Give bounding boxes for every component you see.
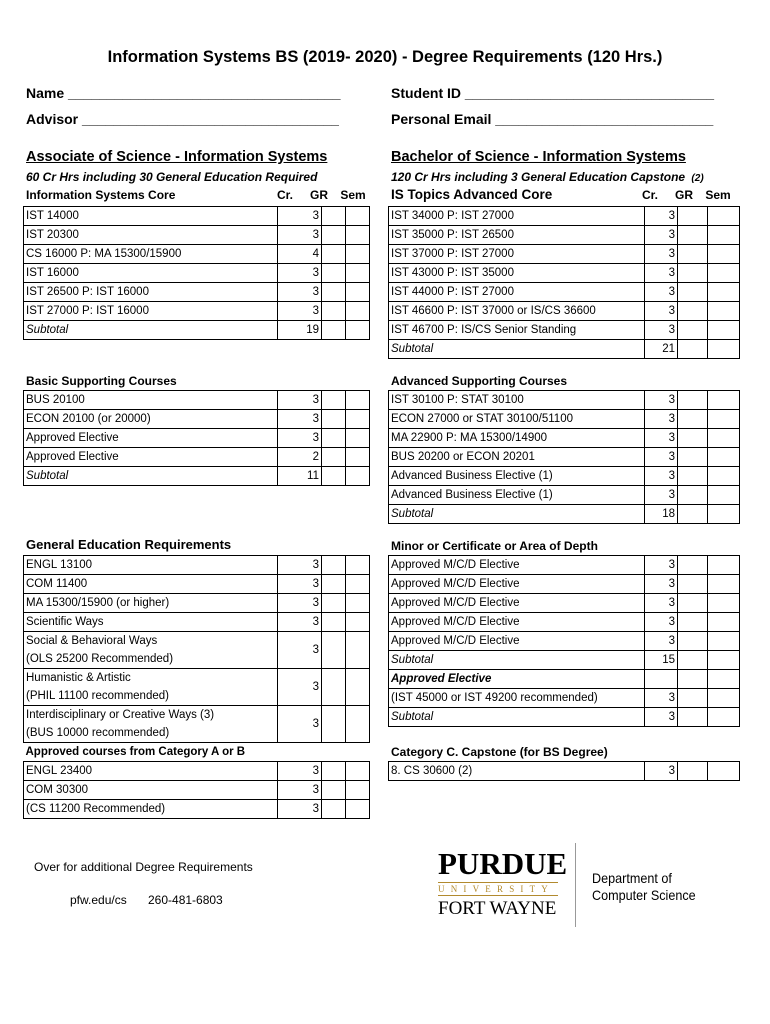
course-name: Approved M/C/D Elective [389, 556, 645, 575]
grade-cell[interactable] [322, 800, 346, 819]
table-row [389, 429, 740, 448]
logo-divider [575, 843, 576, 927]
subtotal-row [389, 505, 740, 524]
course-name: BUS 20100 [24, 391, 278, 410]
grade-cell[interactable] [322, 391, 346, 410]
table-row [389, 448, 740, 467]
table-row [389, 556, 740, 575]
credit-cell: 3 [278, 594, 322, 613]
semester-cell[interactable] [708, 556, 740, 575]
department-name [592, 870, 696, 904]
grade-cell[interactable] [678, 448, 708, 467]
subtotal-credit: 3 [645, 708, 678, 727]
grade-cell [678, 505, 708, 524]
grade-cell[interactable] [322, 302, 346, 321]
semester-cell[interactable] [708, 391, 740, 410]
subtotal-label: Subtotal [24, 321, 278, 340]
semester-cell[interactable] [346, 302, 370, 321]
logo-purdue-text: PURDUE [438, 846, 568, 881]
table-row [389, 632, 740, 651]
semester-cell[interactable] [708, 207, 740, 226]
credit-cell: 3 [645, 594, 678, 613]
course-name: ECON 27000 or STAT 30100/51100 [389, 410, 645, 429]
grade-cell [678, 670, 708, 689]
topics-label: IS Topics Advanced Core [391, 187, 553, 202]
col-sem: Sem [705, 188, 731, 202]
grade-cell[interactable] [678, 429, 708, 448]
subtotal-row [24, 321, 370, 340]
grade-cell[interactable] [678, 226, 708, 245]
course-name: ENGL 23400 [24, 762, 278, 781]
core-table [23, 206, 370, 340]
course-name: (IST 45000 or IST 49200 recommended) [389, 689, 645, 708]
grade-cell[interactable] [322, 207, 346, 226]
semester-cell[interactable] [708, 594, 740, 613]
grade-cell[interactable] [322, 448, 346, 467]
subtotal-credit: 19 [278, 321, 322, 340]
semester-cell[interactable] [708, 410, 740, 429]
grade-cell[interactable] [322, 632, 346, 669]
semester-cell[interactable] [346, 613, 370, 632]
grade-cell[interactable] [678, 467, 708, 486]
table-row [389, 207, 740, 226]
credit-cell: 3 [278, 575, 322, 594]
grade-cell[interactable] [678, 302, 708, 321]
course-name: COM 11400 [24, 575, 278, 594]
semester-cell[interactable] [708, 486, 740, 505]
subtotal-row [389, 651, 740, 670]
table-row [389, 467, 740, 486]
grade-cell[interactable] [678, 575, 708, 594]
credit-cell: 3 [645, 632, 678, 651]
grade-cell[interactable] [678, 264, 708, 283]
table-row [24, 391, 370, 410]
credit-cell: 3 [645, 207, 678, 226]
associate-subheading: 60 Cr Hrs including 30 General Education Required [26, 170, 318, 184]
grade-cell[interactable] [322, 283, 346, 302]
advisor-field[interactable]: Advisor _________________________________ [26, 111, 339, 127]
footer-phone: 260-481-6803 [148, 893, 223, 907]
credit-cell: 3 [278, 762, 322, 781]
credit-cell: 3 [278, 410, 322, 429]
grade-cell[interactable] [678, 391, 708, 410]
dept-line1: Department of [592, 870, 672, 886]
credit-cell: 3 [645, 391, 678, 410]
course-line1: Humanistic & Artistic [26, 672, 131, 684]
credit-cell: 3 [278, 800, 322, 819]
course-name: Approved M/C/D Elective [389, 594, 645, 613]
subtotal-row [389, 340, 740, 359]
table-row [389, 264, 740, 283]
capstone-label: Category C. Capstone (for BS Degree) [391, 745, 608, 759]
personal-email-field[interactable]: Personal Email ____________________________ [391, 111, 714, 127]
semester-cell[interactable] [346, 448, 370, 467]
semester-cell[interactable] [346, 575, 370, 594]
semester-cell[interactable] [346, 410, 370, 429]
course-name: IST 43000 P: IST 35000 [389, 264, 645, 283]
semester-cell[interactable] [346, 594, 370, 613]
course-line1: Social & Behavioral Ways [26, 635, 158, 647]
semester-cell[interactable] [346, 706, 370, 743]
table-row [24, 594, 370, 613]
grade-cell[interactable] [322, 226, 346, 245]
grade-cell[interactable] [678, 762, 708, 781]
course-line1: Interdisciplinary or Creative Ways (3) [26, 709, 215, 721]
gened-label: General Education Requirements [26, 537, 232, 552]
credit-cell: 3 [645, 245, 678, 264]
semester-cell[interactable] [346, 632, 370, 669]
semester-cell[interactable] [346, 556, 370, 575]
table-row [24, 781, 370, 800]
grade-cell[interactable] [322, 575, 346, 594]
grade-cell[interactable] [322, 669, 346, 706]
credit-cell: 3 [645, 264, 678, 283]
col-cr: Cr. [641, 188, 658, 202]
table-row [389, 410, 740, 429]
approved-elective-row [389, 670, 740, 689]
credit-cell: 3 [645, 556, 678, 575]
table-row [24, 448, 370, 467]
course-name: Approved M/C/D Elective [389, 575, 645, 594]
credit-cell: 3 [645, 689, 678, 708]
minor-label: Minor or Certificate or Area of Depth [391, 539, 598, 553]
course-name [24, 706, 278, 743]
course-name: ECON 20100 (or 20000) [24, 410, 278, 429]
credit-cell: 3 [645, 226, 678, 245]
table-row [24, 706, 370, 743]
student-id-field[interactable]: Student ID ________________________________ [391, 85, 715, 101]
course-name: IST 26500 P: IST 16000 [24, 283, 278, 302]
semester-cell [346, 467, 370, 486]
course-name [24, 632, 278, 669]
credit-cell: 3 [278, 283, 322, 302]
credit-cell: 3 [278, 613, 322, 632]
table-row [24, 264, 370, 283]
grade-cell [678, 340, 708, 359]
course-name: IST 46700 P: IS/CS Senior Standing [389, 321, 645, 340]
subtotal-row [24, 467, 370, 486]
col-gr: GR [675, 188, 693, 202]
semester-cell[interactable] [708, 283, 740, 302]
table-row [389, 689, 740, 708]
subtotal-credit: 18 [645, 505, 678, 524]
grade-cell[interactable] [322, 264, 346, 283]
grade-cell[interactable] [322, 410, 346, 429]
subtotal-label: Subtotal [389, 708, 645, 727]
course-line2: (PHIL 11100 recommended) [26, 690, 169, 702]
subtotal-row [389, 708, 740, 727]
credit-cell: 3 [278, 264, 322, 283]
table-row [24, 429, 370, 448]
subtotal-credit: 11 [278, 467, 322, 486]
course-name: Advanced Business Elective (1) [389, 467, 645, 486]
table-row [389, 575, 740, 594]
grade-cell[interactable] [678, 486, 708, 505]
semester-cell[interactable] [346, 429, 370, 448]
grade-cell[interactable] [678, 245, 708, 264]
course-name: Approved M/C/D Elective [389, 613, 645, 632]
credit-cell: 3 [278, 226, 322, 245]
course-name: IST 37000 P: IST 27000 [389, 245, 645, 264]
grade-cell[interactable] [322, 706, 346, 743]
table-row [24, 556, 370, 575]
grade-cell [322, 321, 346, 340]
logo-university-text: UNIVERSITY [438, 884, 554, 894]
semester-cell [346, 321, 370, 340]
table-row [389, 302, 740, 321]
bachelor-heading: Bachelor of Science - Information Systems [391, 149, 686, 165]
subtotal-label: Subtotal [389, 505, 645, 524]
course-name: COM 30300 [24, 781, 278, 800]
semester-cell[interactable] [708, 302, 740, 321]
semester-cell[interactable] [346, 207, 370, 226]
course-name: BUS 20200 or ECON 20201 [389, 448, 645, 467]
table-row [24, 669, 370, 706]
table-row [24, 800, 370, 819]
credit-cell: 3 [645, 410, 678, 429]
semester-cell [708, 670, 740, 689]
grade-cell[interactable] [678, 594, 708, 613]
course-name: IST 16000 [24, 264, 278, 283]
grade-cell[interactable] [678, 321, 708, 340]
course-name: IST 20300 [24, 226, 278, 245]
purdue-fort-wayne-logo [438, 846, 568, 920]
col-gr: GR [310, 188, 328, 202]
semester-cell[interactable] [708, 467, 740, 486]
topics-column-header [391, 187, 735, 202]
course-name: IST 30100 P: STAT 30100 [389, 391, 645, 410]
grade-cell[interactable] [678, 207, 708, 226]
grade-cell[interactable] [322, 781, 346, 800]
credit-cell: 3 [278, 706, 322, 743]
semester-cell[interactable] [346, 245, 370, 264]
col-sem: Sem [340, 188, 366, 202]
course-name: CS 16000 P: MA 15300/15900 [24, 245, 278, 264]
semester-cell[interactable] [346, 800, 370, 819]
logo-rule [438, 882, 558, 883]
table-row [389, 594, 740, 613]
grade-cell [678, 708, 708, 727]
grade-cell[interactable] [678, 556, 708, 575]
semester-cell [708, 340, 740, 359]
semester-cell[interactable] [346, 391, 370, 410]
semester-cell[interactable] [346, 264, 370, 283]
credit-cell [645, 670, 678, 689]
semester-cell[interactable] [708, 226, 740, 245]
footer-website[interactable]: pfw.edu/cs [70, 893, 127, 907]
course-name: MA 22900 P: MA 15300/14900 [389, 429, 645, 448]
logo-campus-text: FORT WAYNE [438, 898, 557, 919]
basic-table [23, 390, 370, 486]
table-row [389, 391, 740, 410]
subtotal-label: Subtotal [24, 467, 278, 486]
course-name: Approved M/C/D Elective [389, 632, 645, 651]
semester-cell[interactable] [708, 689, 740, 708]
semester-cell[interactable] [708, 575, 740, 594]
table-row [24, 226, 370, 245]
credit-cell: 3 [278, 781, 322, 800]
table-row [24, 245, 370, 264]
logo-rule [438, 895, 558, 896]
semester-cell[interactable] [346, 762, 370, 781]
topics-table [388, 206, 740, 359]
footer-note: Over for additional Degree Requirements [34, 860, 253, 874]
course-name: IST 14000 [24, 207, 278, 226]
grade-cell[interactable] [322, 613, 346, 632]
category-row [24, 743, 370, 762]
credit-cell: 3 [645, 429, 678, 448]
semester-cell[interactable] [708, 632, 740, 651]
name-field[interactable]: Name ___________________________________ [26, 85, 341, 101]
grade-cell[interactable] [322, 594, 346, 613]
credit-cell: 3 [645, 448, 678, 467]
semester-cell[interactable] [708, 429, 740, 448]
table-row [24, 575, 370, 594]
semester-cell[interactable] [708, 762, 740, 781]
course-name: Scientific Ways [24, 613, 278, 632]
course-name: IST 27000 P: IST 16000 [24, 302, 278, 321]
capstone-table [388, 761, 740, 781]
bachelor-subheading-text: 120 Cr Hrs including 3 General Education Capstone [391, 170, 686, 184]
credit-cell: 3 [278, 302, 322, 321]
table-row [24, 302, 370, 321]
credit-cell: 2 [278, 448, 322, 467]
semester-cell[interactable] [346, 283, 370, 302]
grade-cell[interactable] [678, 613, 708, 632]
minor-table [388, 555, 740, 727]
core-label: Information Systems Core [26, 188, 176, 202]
course-line2: (BUS 10000 recommended) [26, 727, 170, 739]
table-row [24, 283, 370, 302]
advanced-supporting-label: Advanced Supporting Courses [391, 374, 568, 388]
semester-cell[interactable] [346, 669, 370, 706]
credit-cell: 3 [645, 762, 678, 781]
course-line2: (OLS 25200 Recommended) [26, 653, 174, 665]
credit-cell: 3 [278, 632, 322, 669]
semester-cell[interactable] [708, 448, 740, 467]
table-row [24, 207, 370, 226]
course-name: (CS 11200 Recommended) [24, 800, 278, 819]
course-name: ENGL 13100 [24, 556, 278, 575]
page-title: Information Systems BS (2019- 2020) - Degree Requirements (120 Hrs.) [107, 48, 663, 66]
course-name: IST 34000 P: IST 27000 [389, 207, 645, 226]
credit-cell: 3 [278, 556, 322, 575]
table-row [24, 613, 370, 632]
grade-cell[interactable] [322, 762, 346, 781]
credit-cell: 3 [645, 283, 678, 302]
advanced-table [388, 390, 740, 524]
credit-cell: 3 [645, 486, 678, 505]
basic-supporting-label: Basic Supporting Courses [26, 374, 177, 388]
col-cr: Cr. [276, 188, 293, 202]
credit-cell: 3 [645, 575, 678, 594]
table-row [389, 226, 740, 245]
grade-cell[interactable] [678, 689, 708, 708]
semester-cell[interactable] [708, 613, 740, 632]
dept-line2: Computer Science [592, 887, 696, 903]
course-name: MA 15300/15900 (or higher) [24, 594, 278, 613]
semester-cell [708, 505, 740, 524]
grade-cell[interactable] [678, 632, 708, 651]
category-label: Approved courses from Category A or B [24, 743, 370, 762]
semester-cell [708, 708, 740, 727]
grade-cell[interactable] [678, 410, 708, 429]
table-row [389, 321, 740, 340]
table-row [389, 613, 740, 632]
credit-cell: 3 [645, 467, 678, 486]
course-name: Advanced Business Elective (1) [389, 486, 645, 505]
credit-cell: 3 [278, 391, 322, 410]
subtotal-label: Subtotal [389, 340, 645, 359]
course-name: IST 46600 P: IST 37000 or IS/CS 36600 [389, 302, 645, 321]
course-name: Approved Elective [24, 448, 278, 467]
credit-cell: 3 [645, 321, 678, 340]
grade-cell[interactable] [322, 556, 346, 575]
grade-cell [322, 467, 346, 486]
table-row [389, 283, 740, 302]
subtotal-label: Subtotal [389, 651, 645, 670]
course-name: IST 35000 P: IST 26500 [389, 226, 645, 245]
credit-cell: 3 [645, 302, 678, 321]
table-row [389, 486, 740, 505]
semester-cell[interactable] [708, 264, 740, 283]
course-name: IST 44000 P: IST 27000 [389, 283, 645, 302]
credit-cell: 3 [278, 429, 322, 448]
credit-cell: 3 [645, 613, 678, 632]
semester-cell[interactable] [708, 321, 740, 340]
subtotal-credit: 21 [645, 340, 678, 359]
associate-heading: Associate of Science - Information Systems [26, 149, 328, 165]
course-name: Approved Elective [24, 429, 278, 448]
table-row [389, 245, 740, 264]
gened-table [23, 555, 370, 819]
course-name [24, 669, 278, 706]
semester-cell[interactable] [346, 226, 370, 245]
grade-cell[interactable] [322, 429, 346, 448]
grade-cell[interactable] [678, 283, 708, 302]
semester-cell[interactable] [346, 781, 370, 800]
bachelor-subheading-note: (2) [691, 173, 704, 184]
approved-elective-label: Approved Elective [389, 670, 645, 689]
semester-cell [708, 651, 740, 670]
table-row [24, 632, 370, 669]
grade-cell[interactable] [322, 245, 346, 264]
credit-cell: 3 [278, 669, 322, 706]
table-row [24, 410, 370, 429]
credit-cell: 3 [278, 207, 322, 226]
table-row [389, 762, 740, 781]
core-column-header [26, 188, 370, 202]
credit-cell: 4 [278, 245, 322, 264]
course-name: 8. CS 30600 (2) [389, 762, 645, 781]
grade-cell [678, 651, 708, 670]
bachelor-subheading [391, 170, 704, 184]
table-row [24, 762, 370, 781]
semester-cell[interactable] [708, 245, 740, 264]
subtotal-credit: 15 [645, 651, 678, 670]
